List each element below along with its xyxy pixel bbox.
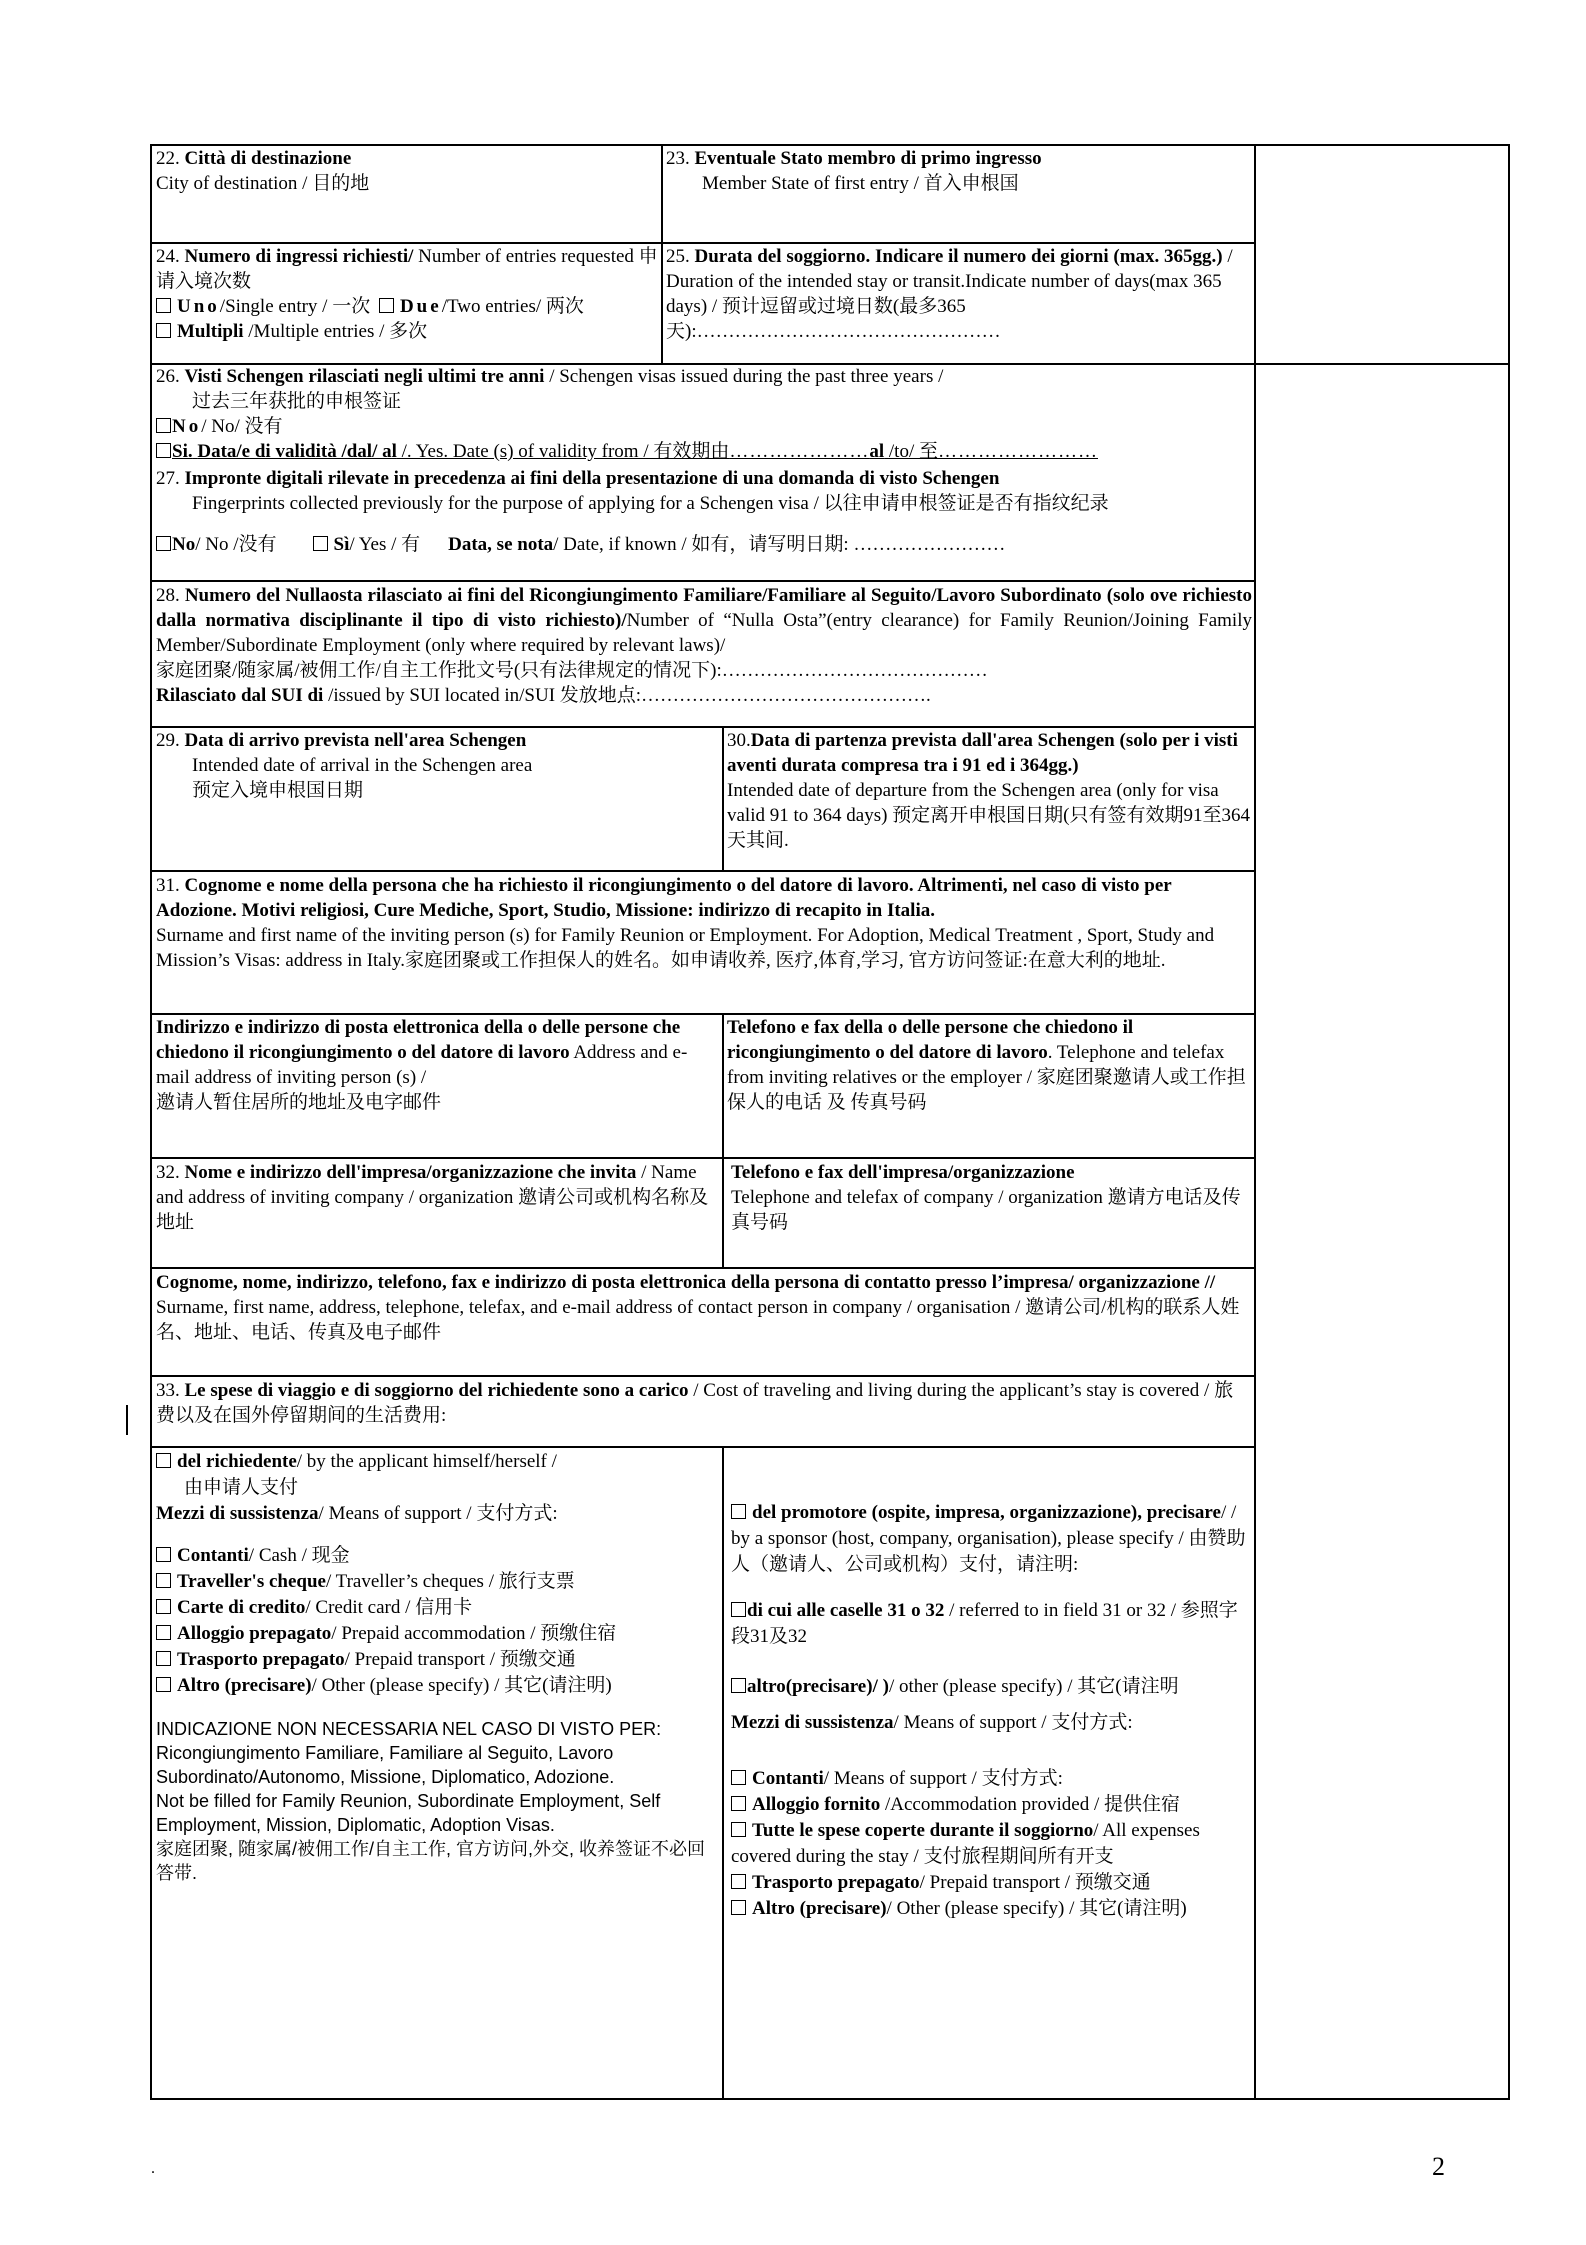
sponsor-means-label: Mezzi di sussistenza	[731, 1712, 894, 1733]
company-phone-cell	[731, 1160, 1251, 1235]
not-required-note-it: Ricongiungimento Familiare, Familiare al Seguito, Lavoro Subordinato/Autonomo, Missione, Diplomatico, Adozione.	[156, 1743, 615, 1787]
rule-below-33	[150, 1446, 1255, 1448]
sponsor-means-text: / Means of support / 支付方式:	[893, 1712, 1133, 1733]
sponsor-other-checkbox[interactable]	[731, 1900, 746, 1915]
rule-below-addr	[150, 1157, 1255, 1159]
inviting-address-title: Indirizzo e indirizzo di posta elettronica della o delle persone che chiedono il ricongiungimento o del datore di lavoro	[156, 1017, 681, 1063]
single-entry-text: /Single entry / 一次	[219, 296, 375, 317]
field-26-subtitle-cn: 过去三年获批的申根签证	[192, 391, 402, 412]
accommodation-provided-text: /Accommodation provided / 提供住宿	[880, 1794, 1180, 1815]
cash-label: Contanti	[177, 1545, 249, 1566]
sponsor-pays-text: / / by a sponsor (host, company, organisation), please specify / 由赞助人（邀请人、公司或机构）支付，请注明:	[731, 1502, 1246, 1575]
schengen-visa-no-checkbox[interactable]	[156, 418, 171, 433]
field-33-number: 33.	[156, 1380, 180, 1401]
other-sponsor-text: / other (please specify) / 其它(请注明	[888, 1676, 1179, 1697]
field-27-subtitle: Fingerprints collected previously for the purpose of applying for a Schengen visa / 以往申请申根签证是否有指纹纪录	[192, 493, 1109, 514]
field-22-number: 22.	[156, 148, 180, 169]
company-phone-subtitle: Telephone and telefax of company / organization 邀请方电话及传真号码	[731, 1187, 1241, 1233]
fingerprints-yes-label: Sì	[333, 534, 350, 555]
two-entries-label: Due	[399, 296, 442, 317]
referred-field-label: di cui alle caselle 31 o 32	[747, 1600, 945, 1621]
field-32-title: Nome e indirizzo dell'impresa/organizzazione che invita	[184, 1162, 637, 1183]
field-29-number: 29.	[156, 730, 180, 751]
not-required-note: INDICAZIONE NON NECESSARIA NEL CASO DI VISTO PER:	[156, 1719, 662, 1739]
text-cursor	[126, 1405, 128, 1435]
field-28-subtitle: Number of “Nulla Osta”(entry clearance) for Family Reunion/Joining Family Member/Subordinate Employment (only where required by relevant laws)/	[156, 610, 1252, 656]
field-29-title: Data di arrivo prevista nell'area Schengen	[184, 730, 527, 751]
field-31-subtitle: Surname and first name of the inviting person (s) for Family Reunion or Employment. For Adoption, Medical Treatment , Sport, Study and Mission’s Visas: address in Italy.家庭团聚或工作担保人的姓名。如申请收养, 医疗,体育,学习, 官方访问签证:在意大利的地址.	[156, 925, 1215, 971]
inviting-address-subtitle: Address and e-mail address of inviting person (s) /	[156, 1042, 688, 1088]
field-28-title: Numero del Nullaosta rilasciato ai fini del Ricongiungimento Familiare/Familiare al Seguito/Lavoro Subordinato (solo ove richiesto dalla normativa disciplinante il tipo di visto richiesto)/	[156, 585, 1252, 631]
inviting-phone-subtitle: . Telephone and telefax from inviting relatives or the employer / 家庭团聚邀请人或工作担保人的电话 及 传真号码	[727, 1042, 1246, 1113]
field-27-title: Impronte digitali rilevate in precedenza ai fini della presentazione di una domanda di visto Schengen	[184, 468, 1000, 489]
other-support-text: / Other (please specify) / 其它(请注明)	[311, 1675, 612, 1696]
inviting-address-cell	[156, 1015, 716, 1115]
inviting-address-subtitle-cn: 邀请人暂住居所的地址及电字邮件	[156, 1092, 442, 1113]
inviting-phone-title: Telefono e fax della o delle persone che chiedono il ricongiungimento o del datore di lavoro	[727, 1017, 1134, 1063]
field-28	[156, 583, 1252, 708]
sponsor-cash-text: / Means of support / 支付方式:	[823, 1768, 1063, 1789]
field-26-number: 26.	[156, 366, 180, 387]
field-26-title: Visti Schengen rilasciati negli ultimi tre anni	[184, 366, 545, 387]
cost-by-sponsor-block	[731, 1500, 1249, 1922]
sponsor-prepaid-transport-text: / Prepaid transport / 预缴交通	[919, 1872, 1151, 1893]
field-33	[156, 1378, 1252, 1428]
schengen-visa-no-text: / No/ 没有	[201, 416, 283, 437]
fingerprints-yes-checkbox[interactable]	[313, 536, 328, 551]
field-32-number: 32.	[156, 1162, 180, 1183]
field-33-subtitle: / Cost of traveling and living during the applicant’s stay is covered / 旅费以及在国外停留期间的生活费用:	[156, 1380, 1234, 1426]
field-31	[156, 873, 1252, 973]
prepaid-transport-checkbox[interactable]	[156, 1651, 171, 1666]
sponsor-cash-label: Contanti	[752, 1768, 824, 1789]
field-30-number: 30.	[727, 730, 751, 751]
fingerprints-date-label: Data, se nota	[448, 534, 554, 555]
cash-checkbox[interactable]	[156, 1547, 171, 1562]
validity-to-text: /to/ 至	[884, 441, 938, 462]
two-entries-text: /Two entries/ 两次	[441, 296, 584, 317]
contact-person-cell	[156, 1270, 1252, 1345]
prepaid-transport-label: Trasporto prepagato	[177, 1649, 345, 1670]
rule-below-29	[150, 870, 1255, 872]
sponsor-cash-checkbox[interactable]	[731, 1770, 746, 1785]
travellers-cheque-text: / Traveller’s cheques / 旅行支票	[325, 1571, 575, 1592]
field-29-subtitle-cn: 预定入境申根国日期	[192, 780, 364, 801]
page-number: 2	[1432, 2152, 1445, 2181]
sponsor-prepaid-transport-label: Trasporto prepagato	[752, 1872, 920, 1893]
all-expenses-checkbox[interactable]	[731, 1822, 746, 1837]
field-23-subtitle: Member State of first entry / 首入申根国	[702, 173, 1019, 194]
cost-by-applicant-block	[156, 1449, 718, 1885]
fingerprints-no-label: No	[172, 534, 196, 555]
divider-33-columns	[722, 1446, 724, 2100]
applicant-pays-checkbox[interactable]	[156, 1453, 171, 1468]
validity-dates-label: Data/e di validità /dal/ al	[197, 441, 397, 462]
rule-below-27	[150, 580, 1255, 582]
company-phone-title: Telefono e fax dell'impresa/organizzazione	[731, 1162, 1075, 1183]
field-30	[727, 728, 1251, 853]
contact-person-subtitle: Surname, first name, address, telephone, telefax, and e-mail address of contact person in company / organisation / 邀请公司/机构的联系人姓名、地址、电话、传真及电子邮件	[156, 1297, 1240, 1343]
field-25-subtitle: / Duration of the intended stay or transit.Indicate number of days(max 365 days) / 预计逗留或过境日数(最多365天):…………………………………………	[666, 246, 1233, 342]
all-expenses-label: Tutte le spese coperte durante il soggiorno	[752, 1820, 1094, 1841]
field-25	[666, 244, 1248, 344]
field-25-number: 25.	[666, 246, 690, 267]
field-23-number: 23.	[666, 148, 690, 169]
field-32-subtitle: / Name and address of inviting company / organization 邀请公司或机构名称及地址	[156, 1162, 709, 1233]
single-entry-label: Uno	[177, 296, 220, 317]
schengen-visa-yes-label: Si.	[172, 441, 193, 462]
sponsor-pays-checkbox[interactable]	[731, 1504, 746, 1519]
issued-by-label: Rilasciato dal SUI di	[156, 685, 324, 706]
field-29-subtitle: Intended date of arrival in the Schengen area	[192, 755, 533, 776]
fingerprints-no-checkbox[interactable]	[156, 536, 171, 551]
multiple-entries-label: Multipli	[177, 321, 244, 342]
field-29	[156, 728, 716, 803]
field-27	[156, 466, 1256, 557]
sponsor-prepaid-transport-checkbox[interactable]	[731, 1874, 746, 1889]
fingerprints-yes-text: / Yes / 有	[349, 534, 421, 555]
validity-al-label: al	[869, 441, 885, 462]
applicant-pays-text-cn: 由申请人支付	[184, 1477, 299, 1498]
sponsor-other-text: / Other (please specify) / 其它(请注明)	[886, 1898, 1187, 1919]
referred-field-checkbox[interactable]	[731, 1602, 746, 1617]
schengen-visa-yes-checkbox[interactable]	[156, 443, 171, 458]
prepaid-transport-text: / Prepaid transport / 预缴交通	[344, 1649, 576, 1670]
other-sponsor-checkbox[interactable]	[731, 1678, 746, 1693]
field-22-title: Città di destinazione	[184, 148, 352, 169]
inviting-phone-cell	[727, 1015, 1247, 1115]
fingerprints-no-text: / No /没有	[195, 534, 277, 555]
validity-from-field[interactable]: …………………	[729, 441, 870, 462]
referred-field-text: / referred to in field 31 or 32 / 参照字段31及32	[731, 1600, 1238, 1647]
field-24-number: 24.	[156, 246, 180, 267]
field-28-number: 28.	[156, 585, 180, 606]
field-24-subtitle: Number of entries requested 申请入境次数	[156, 246, 658, 292]
contact-person-title: Cognome, nome, indirizzo, telefono, fax e indirizzo di posta elettronica della persona di contatto presso l’impresa/ organizzazione //	[156, 1272, 1216, 1293]
travellers-cheque-label: Traveller's cheque	[177, 1571, 326, 1592]
credit-card-label: Carte di credito	[177, 1597, 306, 1618]
two-entries-checkbox[interactable]	[379, 298, 394, 313]
field-23-title: Eventuale Stato membro di primo ingresso	[694, 148, 1042, 169]
field-30-title: Data di partenza prevista dall'area Schengen (solo per i visti aventi durata compresa tra i 91 ed i 364gg.)	[727, 730, 1238, 776]
credit-card-text: / Credit card / 信用卡	[305, 1597, 473, 1618]
all-expenses-text: / All expenses covered during the stay / 支付旅程期间所有开支	[731, 1820, 1200, 1867]
means-of-support-label: Mezzi di sussistenza	[156, 1503, 319, 1524]
footer-dot: .	[151, 2160, 155, 2177]
fingerprints-date-field[interactable]: / Date, if known / 如有，请写明日期: ……………………	[553, 534, 1006, 555]
field-31-number: 31.	[156, 875, 180, 896]
field-22	[156, 146, 656, 196]
sponsor-pays-label: del promotore (ospite, impresa, organizzazione), precisare	[752, 1502, 1221, 1523]
field-26-subtitle: / Schengen visas issued during the past three years /	[544, 366, 944, 387]
rule-below-32	[150, 1267, 1255, 1269]
field-27-number: 27.	[156, 468, 180, 489]
field-24	[156, 244, 658, 344]
field-33-title: Le spese di viaggio e di soggiorno del richiedente sono a carico	[184, 1380, 689, 1401]
prepaid-accommodation-text: / Prepaid accommodation / 预缴住宿	[331, 1623, 617, 1644]
travellers-cheque-checkbox[interactable]	[156, 1573, 171, 1588]
field-26	[156, 364, 1256, 464]
other-support-checkbox[interactable]	[156, 1677, 171, 1692]
cash-text: / Cash / 现金	[248, 1545, 350, 1566]
applicant-pays-label: del richiedente	[177, 1451, 297, 1472]
field-24-title: Numero di ingressi richiesti/	[184, 246, 414, 267]
multiple-entries-text: /Multiple entries / 多次	[243, 321, 428, 342]
multiple-entries-checkbox[interactable]	[156, 323, 171, 338]
sponsor-other-label: Altro (precisare)	[752, 1898, 887, 1919]
not-required-note-en: Not be filled for Family Reunion, Subordinate Employment, Self Employment, Mission, Diplomatic, Adoption Visas.	[156, 1791, 661, 1835]
rule-right-top	[1254, 363, 1510, 365]
divider-22-23	[661, 144, 663, 364]
other-support-label: Altro (precisare)	[177, 1675, 312, 1696]
rule-below-contact	[150, 1375, 1255, 1377]
field-25-title: Durata del soggiorno. Indicare il numero dei giorni (max. 365gg.)	[694, 246, 1223, 267]
divider-29-30	[722, 726, 724, 871]
credit-card-checkbox[interactable]	[156, 1599, 171, 1614]
field-22-subtitle: City of destination / 目的地	[156, 173, 370, 194]
divider-addr-tel	[722, 1013, 724, 1268]
accommodation-provided-checkbox[interactable]	[731, 1796, 746, 1811]
validity-to-field[interactable]: ……………………	[938, 441, 1098, 462]
field-23	[666, 146, 1246, 196]
prepaid-accommodation-checkbox[interactable]	[156, 1625, 171, 1640]
validity-dates-text: /. Yes. Date (s) of validity from / 有效期由	[396, 441, 730, 462]
field-31-title: Cognome e nome della persona che ha richiesto il ricongiungimento o del datore di lavoro. Altrimenti, nel caso di visto per Adozione. Motivi religiosi, Cure Mediche, Sport, Studio, Missione: indirizzo di recapito in Italia.	[156, 875, 1172, 921]
field-30-subtitle: Intended date of departure from the Schengen area (only for visa valid 91 to 364 days) 预定离开申根国日期(只有签有效期91至364天其间.	[727, 780, 1251, 851]
single-entry-checkbox[interactable]	[156, 298, 171, 313]
means-of-support-text: / Means of support / 支付方式:	[318, 1503, 558, 1524]
applicant-pays-text: / by the applicant himself/herself /	[296, 1451, 557, 1472]
not-required-note-cn: 家庭团聚, 随家属/被佣工作/自主工作, 官方访问,外交, 收养签证不必回答带.	[156, 1839, 706, 1883]
prepaid-accommodation-label: Alloggio prepagato	[177, 1623, 332, 1644]
field-28-subtitle-cn: 家庭团聚/随家属/被佣工作/自主工作批文号(只有法律规定的情况下):……………………………………	[156, 660, 988, 681]
field-32	[156, 1160, 718, 1235]
accommodation-provided-label: Alloggio fornito	[752, 1794, 881, 1815]
issued-by-field[interactable]: /issued by SUI located in/SUI 发放地点:……………………………………….	[323, 685, 931, 706]
schengen-visa-no-label: No	[172, 416, 202, 437]
other-sponsor-label: altro(precisare)/ )	[747, 1676, 889, 1697]
